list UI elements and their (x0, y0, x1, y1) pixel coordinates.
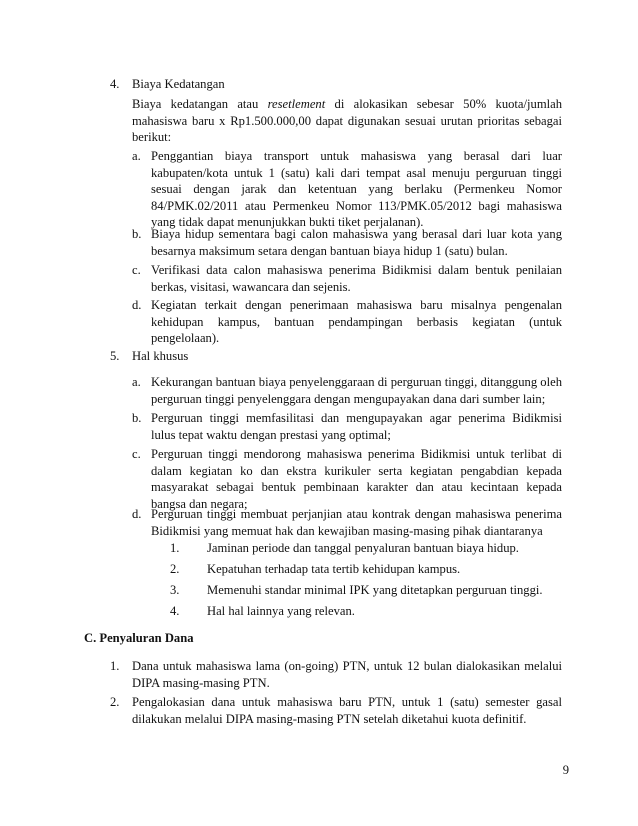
list-item-5 (110, 348, 562, 368)
item-number: 5. (110, 349, 120, 363)
item-intro: Biaya kedatangan atau resetlement di alokasikan sebesar 50% kuota/jumlah mahasiswa baru x Rp1.500.000,00 dapat digunakan sesuai urutan prioritas sebagai berikut: (132, 97, 562, 145)
section-c-item-1: 1. Dana untuk mahasiswa lama (on-going) PTN, untuk 12 bulan dialokasikan melalui DIPA masing-masing PTN. (110, 659, 562, 690)
item-number: 4. (110, 77, 120, 91)
section-heading: C. Penyaluran Dana (84, 631, 194, 645)
document-page: 4. Biaya Kedatangan Biaya kedatangan atau resetlement di alokasikan sebesar 50% kuota/jumlah mahasiswa baru x Rp1.500.000,00 dapat digunakan sesuai urutan prioritas sebagai berikut: a. Penggantian biaya transport untuk mahasiswa yang berasal dari luar kabupaten/kota untuk 1 (satu) kali dari tempat asal menuju perguruan tinggi sesuai dengan jarak dan ketentuan yang berlaku (Permenkeu Nomor 84/PMK.02/2011 atau Permenkeu Nomor 113/PMK.05/2012 bagi mahasiswa yang tidak dapat menunjukkan bukti tiket perjalanan). b. Biaya hidup sementara bagi calon mahasiswa yang berasal dari luar kota yang besarnya maksimum setara dengan bantuan biaya hidup 1 (satu) bulan. c. Verifikasi data calon mahasiswa penerima Bidikmisi dalam bentuk penilaian berkas, visitasi, wawancara dan sejenis. d. Kegiatan terkait dengan penerimaan mahasiswa baru misalnya pengenalan kehidupan kampus, bantuan pendampingan berbasis kegiatan (untuk pengelolaan). 5. Hal khusus a. Kekurangan bantuan biaya penyelenggaraan di perguruan tinggi, ditanggung oleh perguruan tinggi penyelenggara dengan mengupayakan dana dari sumber lain; b. Perguruan tinggi memfasilitasi dan mengupayakan agar penerima Bidikmisi lulus tepat waktu dengan prestasi yang optimal; c. Perguruan tinggi mendorong mahasiswa penerima Bidikmisi untuk terlibat di dalam kegiatan ko dan ekstra kurikuler serta kegiatan pengabdian kepada masyarakat sebagai bentuk pembinaan karakter dan atau kecintaan kepada bangsa dan negara; d. Perguruan tinggi membuat perjanjian atau kontrak dengan mahasiswa penerima Bidikmisi yang memuat hak dan kewajiban masing-masing pihak diantaranya 1. Jaminan periode dan tanggal penyaluran bantuan biaya hidup. 2. Kepatuhan terhadap tata tertib kehidupan kampus. 3. Memenuhi standar minimal IPK yang ditetapkan perguruan tinggi. 4. Hal hal lainnya yang relevan. C. Penyaluran Dana 1. Dana untuk mahasiswa lama (on-going) PTN, untuk 12 bulan dialokasikan melalui DIPA masing-masing PTN. 2. Pengalokasian dana untuk mahasiswa baru PTN, untuk 1 (satu) semester gasal dilakukan melalui DIPA masing-masing PTN setelah diketahui kuota definitif. 9 (84, 77, 569, 777)
item-title: Biaya Kedatangan (132, 77, 225, 91)
page-number: 9 (562, 763, 569, 777)
italic-term: resetlement (267, 97, 326, 111)
item-title: Hal khusus (132, 349, 189, 363)
section-c-item-2: 2. Pengalokasian dana untuk mahasiswa baru PTN, untuk 1 (satu) semester gasal dilakukan melalui DIPA masing-masing PTN setelah diketahui kuota definitif. (110, 695, 562, 726)
